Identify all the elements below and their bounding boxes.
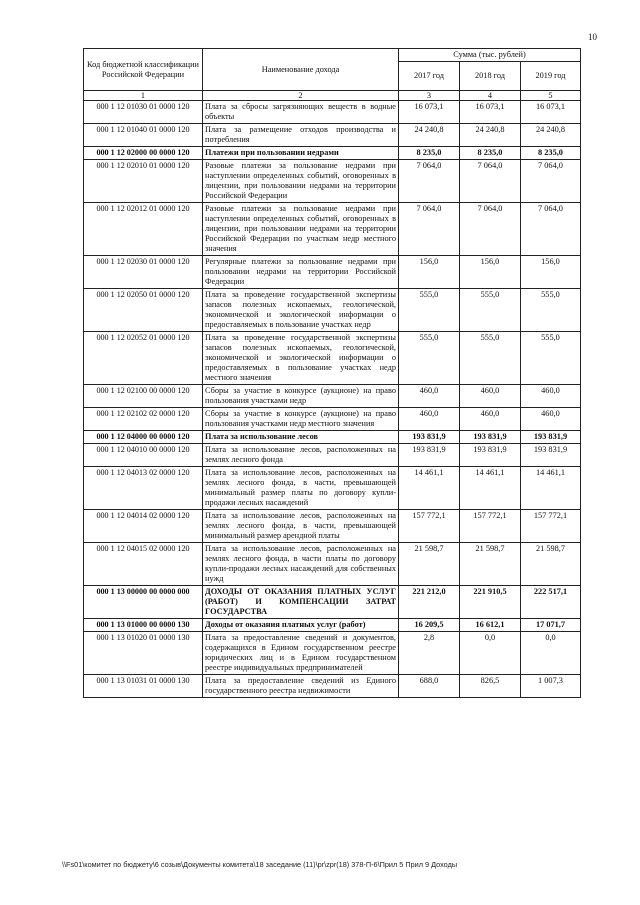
row-value-2018: 24 240,8 <box>460 124 521 147</box>
table-row <box>84 147 581 160</box>
table-row <box>84 332 581 385</box>
row-value-2017: 193 831,9 <box>399 431 460 444</box>
row-value-2017: 555,0 <box>399 332 460 385</box>
row-code: 000 1 13 01020 01 0000 130 <box>84 632 203 675</box>
row-code: 000 1 13 00000 00 0000 000 <box>84 586 203 619</box>
index-2: 2 <box>203 91 399 101</box>
table-row <box>84 444 581 467</box>
row-value-2017: 193 831,9 <box>399 444 460 467</box>
row-value-2017: 14 461,1 <box>399 467 460 510</box>
index-1: 1 <box>84 91 203 101</box>
row-value-2017: 688,0 <box>399 675 460 698</box>
row-code: 000 1 12 04013 02 0000 120 <box>84 467 203 510</box>
row-value-2018: 460,0 <box>460 408 521 431</box>
header-year-2019: 2019 год <box>521 62 581 91</box>
row-value-2017: 555,0 <box>399 289 460 332</box>
row-value-2017: 16 073,1 <box>399 101 460 124</box>
row-value-2019: 460,0 <box>521 385 581 408</box>
table-row <box>84 408 581 431</box>
row-name: Плата за проведение государственной экспертизы запасов полезных ископаемых, геологической, экономической и экологической информации о предоставляемых в пользование участках недр местного значения <box>203 332 399 385</box>
row-value-2019: 193 831,9 <box>521 444 581 467</box>
index-3: 3 <box>399 91 460 101</box>
row-value-2018: 8 235,0 <box>460 147 521 160</box>
row-code: 000 1 12 02012 01 0000 120 <box>84 203 203 256</box>
row-name: Плата за использование лесов, расположенных на землях лесного фонда, в части, превышающей минимальный размер платы по договору купли-продажи лесных насаждений <box>203 467 399 510</box>
row-name: Плата за сбросы загрязняющих веществ в водные объекты <box>203 101 399 124</box>
row-code: 000 1 12 02100 00 0000 120 <box>84 385 203 408</box>
row-code: 000 1 12 02030 01 0000 120 <box>84 256 203 289</box>
row-name: Разовые платежи за пользование недрами при наступлении определенных событий, оговоренных в лицензии, при пользовании недрами на территории Российской Федерации <box>203 160 399 203</box>
row-code: 000 1 12 04000 00 0000 120 <box>84 431 203 444</box>
row-value-2019: 16 073,1 <box>521 101 581 124</box>
row-value-2019: 1 007,3 <box>521 675 581 698</box>
row-name: Плата за использование лесов <box>203 431 399 444</box>
row-name: Доходы от оказания платных услуг (работ) <box>203 619 399 632</box>
row-value-2018: 16 612,1 <box>460 619 521 632</box>
row-value-2018: 193 831,9 <box>460 431 521 444</box>
table-row <box>84 431 581 444</box>
row-code: 000 1 13 01031 01 0000 130 <box>84 675 203 698</box>
row-code: 000 1 12 02052 01 0000 120 <box>84 332 203 385</box>
row-value-2019: 555,0 <box>521 332 581 385</box>
row-value-2019: 193 831,9 <box>521 431 581 444</box>
row-name: Плата за проведение государственной экспертизы запасов полезных ископаемых, геологической, экономической и экологической информации о предоставляемых в пользование участках недр <box>203 289 399 332</box>
row-code: 000 1 12 02050 01 0000 120 <box>84 289 203 332</box>
table-body <box>84 101 581 698</box>
row-name: ДОХОДЫ ОТ ОКАЗАНИЯ ПЛАТНЫХ УСЛУГ (РАБОТ) И КОМПЕНСАЦИИ ЗАТРАТ ГОСУДАРСТВА <box>203 586 399 619</box>
row-value-2017: 460,0 <box>399 408 460 431</box>
row-value-2017: 21 598,7 <box>399 543 460 586</box>
row-value-2017: 2,8 <box>399 632 460 675</box>
table-row <box>84 586 581 619</box>
row-name: Плата за использование лесов, расположенных на землях лесного фонда, в части, превышающей минимальный размер арендной платы <box>203 510 399 543</box>
header-year-2017: 2017 год <box>399 62 460 91</box>
row-value-2017: 221 212,0 <box>399 586 460 619</box>
row-name: Регулярные платежи за пользование недрами при пользовании недрами на территории Российской Федерации <box>203 256 399 289</box>
table-row <box>84 467 581 510</box>
index-4: 4 <box>460 91 521 101</box>
row-value-2018: 826,5 <box>460 675 521 698</box>
row-code: 000 1 12 02102 02 0000 120 <box>84 408 203 431</box>
row-value-2018: 0,0 <box>460 632 521 675</box>
row-value-2019: 222 517,1 <box>521 586 581 619</box>
row-code: 000 1 12 04015 02 0000 120 <box>84 543 203 586</box>
file-path-footer: \\Fs01\комитет по бюджету\6 созыв\Документы комитета\18 заседание (11)\pr\zpr(18) 378-П-6\Прил 5 Прил 9 Доходы <box>62 860 458 869</box>
row-value-2018: 157 772,1 <box>460 510 521 543</box>
row-value-2019: 555,0 <box>521 289 581 332</box>
header-name: Наименование дохода <box>203 49 399 91</box>
row-value-2017: 460,0 <box>399 385 460 408</box>
row-code: 000 1 12 04010 00 0000 120 <box>84 444 203 467</box>
table-row <box>84 510 581 543</box>
table-row <box>84 203 581 256</box>
row-value-2018: 156,0 <box>460 256 521 289</box>
row-value-2019: 17 071,7 <box>521 619 581 632</box>
header-code: Код бюджетной классификации Российской Федерации <box>84 49 203 91</box>
row-value-2019: 157 772,1 <box>521 510 581 543</box>
table-row <box>84 124 581 147</box>
row-name: Плата за использование лесов, расположенных на землях лесного фонда <box>203 444 399 467</box>
row-code: 000 1 12 02000 00 0000 120 <box>84 147 203 160</box>
row-value-2019: 7 064,0 <box>521 203 581 256</box>
table-row <box>84 160 581 203</box>
row-name: Платежи при пользовании недрами <box>203 147 399 160</box>
row-value-2017: 16 209,5 <box>399 619 460 632</box>
row-value-2019: 7 064,0 <box>521 160 581 203</box>
row-value-2018: 193 831,9 <box>460 444 521 467</box>
row-code: 000 1 13 01000 00 0000 130 <box>84 619 203 632</box>
row-value-2018: 555,0 <box>460 289 521 332</box>
row-name: Разовые платежи за пользование недрами при наступлении определенных событий, оговоренных в лицензии, при пользовании недрами на территории Российской Федерации по участкам недр местного значения <box>203 203 399 256</box>
row-value-2018: 21 598,7 <box>460 543 521 586</box>
row-value-2017: 7 064,0 <box>399 160 460 203</box>
row-code: 000 1 12 04014 02 0000 120 <box>84 510 203 543</box>
index-5: 5 <box>521 91 581 101</box>
revenue-table <box>83 48 581 698</box>
row-value-2019: 156,0 <box>521 256 581 289</box>
page-number: 10 <box>588 32 597 42</box>
row-value-2019: 14 461,1 <box>521 467 581 510</box>
header-year-2018: 2018 год <box>460 62 521 91</box>
row-value-2019: 460,0 <box>521 408 581 431</box>
table-row <box>84 619 581 632</box>
row-value-2017: 8 235,0 <box>399 147 460 160</box>
row-name: Сборы за участие в конкурсе (аукционе) на право пользования участками недр <box>203 385 399 408</box>
row-value-2019: 8 235,0 <box>521 147 581 160</box>
row-value-2018: 14 461,1 <box>460 467 521 510</box>
row-value-2019: 21 598,7 <box>521 543 581 586</box>
row-code: 000 1 12 02010 01 0000 120 <box>84 160 203 203</box>
row-value-2019: 24 240,8 <box>521 124 581 147</box>
header-sum: Сумма (тыс. рублей) <box>399 49 581 62</box>
table-row <box>84 632 581 675</box>
row-value-2018: 7 064,0 <box>460 160 521 203</box>
row-value-2018: 7 064,0 <box>460 203 521 256</box>
row-value-2018: 555,0 <box>460 332 521 385</box>
row-code: 000 1 12 01040 01 0000 120 <box>84 124 203 147</box>
table-row <box>84 101 581 124</box>
table-row <box>84 256 581 289</box>
table-row <box>84 289 581 332</box>
row-value-2018: 221 910,5 <box>460 586 521 619</box>
row-code: 000 1 12 01030 01 0000 120 <box>84 101 203 124</box>
table-row <box>84 385 581 408</box>
row-name: Плата за размещение отходов производства и потребления <box>203 124 399 147</box>
row-name: Плата за предоставление сведений из Единого государственного реестра недвижимости <box>203 675 399 698</box>
table-row <box>84 543 581 586</box>
row-value-2018: 16 073,1 <box>460 101 521 124</box>
row-name: Плата за предоставление сведений и документов, содержащихся в Едином государственном реестре юридических лиц и в Едином государственном реестре индивидуальных предпринимателей <box>203 632 399 675</box>
row-name: Сборы за участие в конкурсе (аукционе) на право пользования участками недр местного значения <box>203 408 399 431</box>
row-name: Плата за использование лесов, расположенных на землях лесного фонда, в части платы по договору купли-продажи лесных насаждений для собственных нужд <box>203 543 399 586</box>
row-value-2017: 156,0 <box>399 256 460 289</box>
row-value-2017: 157 772,1 <box>399 510 460 543</box>
row-value-2017: 24 240,8 <box>399 124 460 147</box>
row-value-2017: 7 064,0 <box>399 203 460 256</box>
row-value-2018: 460,0 <box>460 385 521 408</box>
row-value-2019: 0,0 <box>521 632 581 675</box>
table-row <box>84 675 581 698</box>
